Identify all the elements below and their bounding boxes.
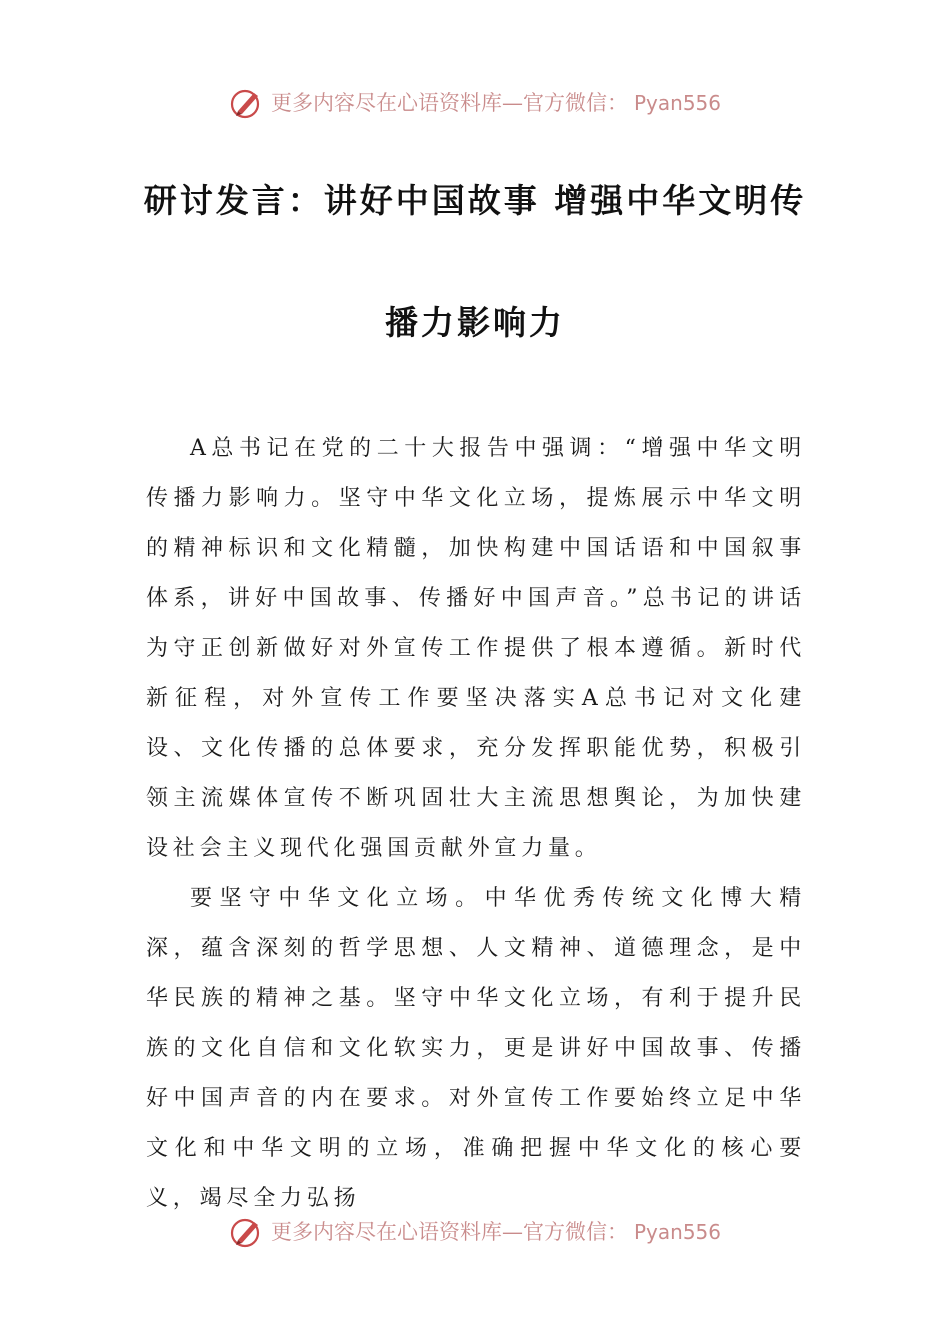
document-body [146, 424, 806, 1224]
pen-logo-icon [229, 85, 265, 121]
paragraph: 要坚守中华文化立场。中华优秀传统文化博大精深，蕴含深刻的哲学思想、人文精神、道德理念，是中华民族的精神之基。坚守中华文化立场，有利于提升民族的文化自信和文化软实力，更是讲好中国故事、传播好中国声音的内在要求。对外宣传工作要始终立足中华文化和中华文明的立场，准确把握中华文化的核心要义，竭尽全力弘扬 [146, 886, 806, 1211]
document-title-line-2: 播力影响力 [385, 303, 565, 342]
watermark-text: 更多内容尽在心语资料库—官方微信： [270, 91, 628, 115]
document-title-line-1: 研讨发言：讲好中国故事 增强中华文明传 [143, 181, 807, 220]
watermark-wechat-id: Pyan556 [633, 91, 721, 115]
footer-watermark [0, 1212, 950, 1252]
paragraph: A总书记在党的二十大报告中强调：“增强中华文明传播力影响力。坚守中华文化立场，提炼展示中华文明的精神标识和文化精髓，加快构建中国话语和中国叙事体系，讲好中国故事、传播好中国声音。”总书记的讲话为守正创新做好对外宣传工作提供了根本遵循。新时代新征程，对外宣传工作要坚决落实A总书记对文化建设、文化传播的总体要求，充分发挥职能优势，积极引领主流媒体宣传不断巩固壮大主流思想舆论，为加快建设社会主义现代化强国贡献外宣力量。 [146, 436, 806, 861]
watermark-text: 更多内容尽在心语资料库—官方微信： [270, 1220, 628, 1244]
header-watermark [0, 83, 950, 123]
watermark-wechat-id: Pyan556 [633, 1220, 721, 1244]
pen-logo-icon [229, 1214, 265, 1250]
